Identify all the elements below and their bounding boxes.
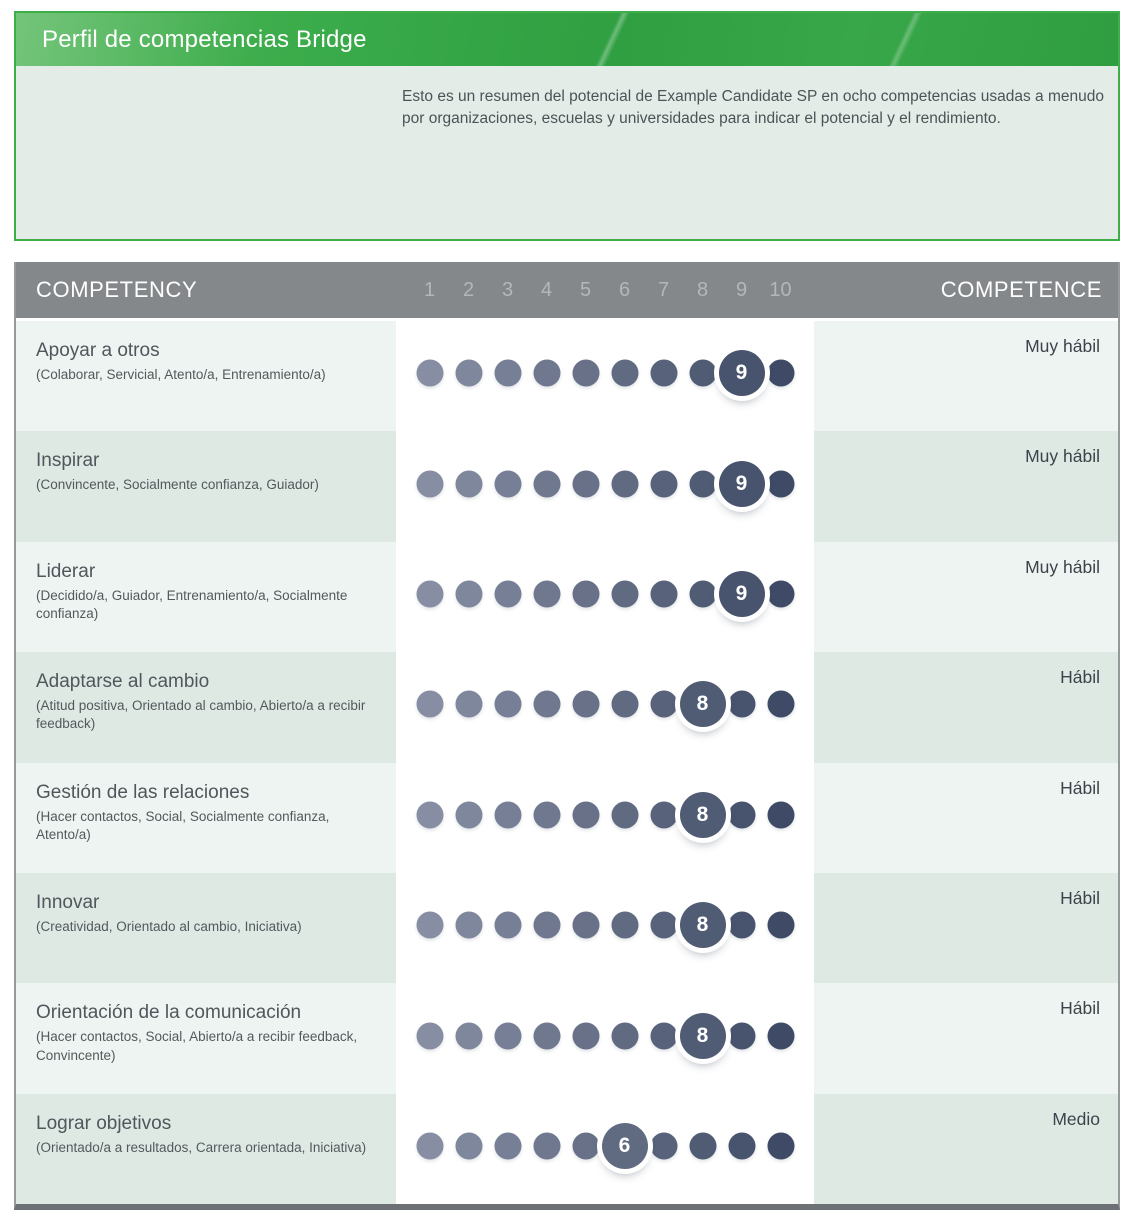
scale-number: 7 [657,278,670,301]
competence-level: Hábil [814,652,1118,762]
scale-number: 5 [579,278,592,301]
score-dot-slot [449,1094,488,1204]
score-dot-slot [566,983,605,1093]
competency-title: Inspirar [36,450,100,472]
score-dot-slot [683,873,722,983]
score-dot-slot [683,652,722,762]
score-dot [455,801,482,828]
score-dot [455,1022,482,1049]
competence-level: Hábil [814,983,1118,1093]
header-banner [16,13,1118,66]
score-dot-slot [410,652,449,762]
score-marker: 9 [719,350,765,396]
score-dot-slot [644,1094,683,1204]
score-dot-slot [683,983,722,1093]
score-dot [767,580,794,607]
score-dot-slot [644,431,683,541]
scale-number: 8 [696,278,709,301]
score-dot [767,801,794,828]
score-marker: 8 [680,902,726,948]
score-dot [572,470,599,497]
scale-number: 1 [423,278,436,301]
score-dot [689,360,716,387]
score-dot [572,912,599,939]
score-dot [767,691,794,718]
score-dot-slot [761,321,800,431]
score-dot [455,580,482,607]
score-dot-slot [605,542,644,652]
score-dot [572,580,599,607]
competence-level: Muy hábil [814,321,1118,431]
score-dot-slot [566,431,605,541]
score-marker: 8 [680,1013,726,1059]
scale-number: 4 [540,278,553,301]
competence-level: Hábil [814,763,1118,873]
score-dots [396,873,814,983]
score-dot-slot [410,321,449,431]
competency-row [16,321,1118,431]
score-dot-slot [644,542,683,652]
score-dot-slot [488,321,527,431]
score-dot-slot [566,1094,605,1204]
competency-row [16,873,1118,983]
score-dot-slot [605,431,644,541]
scale-number: 9 [735,278,748,301]
competency-title: Liderar [36,560,96,582]
score-dot [416,580,443,607]
score-dot [416,470,443,497]
intro-card [14,11,1120,241]
score-dot [650,1132,677,1159]
score-dot [416,360,443,387]
score-dot [494,1132,521,1159]
score-dot [455,912,482,939]
competency-title: Innovar [36,891,100,913]
score-dot [650,1022,677,1049]
score-dot-slot [527,431,566,541]
score-marker: 9 [719,461,765,507]
score-dot-slot [488,873,527,983]
competency-descriptors: (Convincente, Socialmente confianza, Guiador) [36,477,319,493]
score-dot-slot [488,983,527,1093]
score-dot-slot [410,763,449,873]
score-marker: 8 [680,792,726,838]
score-dot-slot [566,542,605,652]
table-header [16,262,1118,321]
score-dot [650,801,677,828]
score-dot [650,360,677,387]
competency-title: Apoyar a otros [36,340,160,361]
score-dot-slot [722,431,761,541]
competency-title: Gestión de las relaciones [36,781,250,803]
score-dot [533,360,560,387]
score-dot-slot [644,652,683,762]
score-dot [728,912,755,939]
score-dots [396,983,814,1093]
score-dot-slot [761,542,800,652]
score-dot [416,801,443,828]
score-dot-slot [761,1094,800,1204]
competency-row [16,542,1118,652]
competence-level: Medio [814,1094,1118,1204]
score-dot [650,470,677,497]
score-dot-slot [527,763,566,873]
score-marker: 9 [719,571,765,617]
score-dot-slot [644,763,683,873]
score-dot [728,1022,755,1049]
competency-row [16,652,1118,762]
header-scale [396,279,814,302]
score-dot-slot [761,763,800,873]
score-dot [689,470,716,497]
score-dot-slot [644,983,683,1093]
score-dot [494,1022,521,1049]
competency-title: Adaptarse al cambio [36,671,210,693]
scale-slots [396,279,814,302]
score-dot-slot [527,542,566,652]
score-dot-slot [527,1094,566,1204]
score-dot [572,360,599,387]
score-dot [611,360,638,387]
score-dot-slot [722,983,761,1093]
score-dot-slot [488,763,527,873]
score-dot-slot [449,763,488,873]
score-dot-slot [605,321,644,431]
score-dot-slot [410,431,449,541]
scale-number: 3 [501,278,514,301]
score-dots [396,763,814,873]
intro-text: Esto es un resumen del potencial de Example Candidate SP en ocho competencias usadas a menudo por organizaciones, escuelas y universidades para indicar el potencial y el rendimiento. [402,88,1104,127]
score-dot-slot [722,542,761,652]
score-dot [533,691,560,718]
score-dot [416,912,443,939]
score-dot [572,691,599,718]
score-dot [728,691,755,718]
competency-descriptors: (Colaborar, Servicial, Atento/a, Entrenamiento/a) [36,367,326,382]
score-dot-slot [761,652,800,762]
score-dot [416,1022,443,1049]
score-dot [533,1022,560,1049]
score-dot-slot [527,873,566,983]
competency-table [14,262,1120,1210]
score-dot [533,912,560,939]
competency-row [16,431,1118,541]
score-dot [455,1132,482,1159]
score-dot-slot [605,1094,644,1204]
score-dot-slot [488,1094,527,1204]
score-dot-slot [605,983,644,1093]
competence-level: Muy hábil [814,431,1118,541]
score-dot-slot [722,1094,761,1204]
score-dot [611,1022,638,1049]
score-dot-slot [644,321,683,431]
score-dot-slot [449,873,488,983]
page-title: Perfil de competencias Bridge [42,26,367,53]
score-dot-slot [761,431,800,541]
score-dot-slot [449,983,488,1093]
scale-number: 6 [618,278,631,301]
score-dot [728,1132,755,1159]
score-dot [611,580,638,607]
score-dot [767,1022,794,1049]
score-dot [455,360,482,387]
score-dot [767,360,794,387]
score-dot [572,1132,599,1159]
score-dot [650,580,677,607]
score-dot-slot [605,652,644,762]
score-dots [396,542,814,652]
competency-row [16,1094,1118,1204]
score-dot-slot [683,431,722,541]
score-dot [767,1132,794,1159]
score-dot-slot [449,431,488,541]
score-dot-slot [566,652,605,762]
score-dot-slot [449,652,488,762]
competency-descriptors: (Decidido/a, Guiador, Entrenamiento/a, Socialmente confianza) [36,587,348,621]
score-dot [494,470,521,497]
score-dot [728,801,755,828]
score-dot [611,470,638,497]
score-dot-slot [488,542,527,652]
score-dot [767,470,794,497]
header-competency-label: COMPETENCY [36,277,198,302]
score-dot-slot [566,873,605,983]
score-dot-slot [683,1094,722,1204]
competency-row [16,983,1118,1093]
score-dot [494,580,521,607]
score-marker: 8 [680,681,726,727]
scale-number: 10 [769,278,792,301]
competency-descriptors: (Creatividad, Orientado al cambio, Iniciativa) [36,918,302,934]
score-dot [767,912,794,939]
score-dot [611,691,638,718]
score-dot-slot [605,763,644,873]
competency-descriptors: (Orientado/a a resultados, Carrera orientada, Iniciativa) [36,1139,367,1155]
score-dot-slot [761,983,800,1093]
score-dot-slot [566,763,605,873]
score-dots [396,1094,814,1204]
score-dot-slot [410,873,449,983]
score-dot [650,912,677,939]
score-dot-slot [605,873,644,983]
score-dot-slot [683,763,722,873]
score-dot [572,801,599,828]
score-dot [689,580,716,607]
score-dot [533,1132,560,1159]
score-dot-slot [761,873,800,983]
scale-number: 2 [462,278,475,301]
header-competence-label: COMPETENCE [940,277,1102,302]
score-dot-slot [449,321,488,431]
score-marker: 6 [602,1123,648,1169]
competency-descriptors: (Atitud positiva, Orientado al cambio, Abierto/a a recibir feedback) [36,698,366,732]
score-dot [494,360,521,387]
score-dots [396,652,814,762]
score-dot-slot [410,983,449,1093]
score-dot-slot [527,321,566,431]
score-dot-slot [410,1094,449,1204]
score-dot [611,801,638,828]
score-dot-slot [683,542,722,652]
score-dot [611,912,638,939]
score-dot [533,801,560,828]
score-dot-slot [449,542,488,652]
score-dot [533,470,560,497]
score-dot-slot [410,542,449,652]
score-dot-slot [722,873,761,983]
score-dot [689,1132,716,1159]
score-dot [455,470,482,497]
competence-level: Hábil [814,873,1118,983]
score-dot-slot [722,763,761,873]
score-dots [396,431,814,541]
intro-body [16,66,1118,130]
score-dot-slot [722,652,761,762]
score-dot-slot [566,321,605,431]
competency-title: Orientación de la comunicación [36,1002,302,1024]
competency-title: Lograr objetivos [36,1112,172,1134]
competence-level: Muy hábil [814,542,1118,652]
competency-descriptors: (Hacer contactos, Social, Abierto/a a recibir feedback, Convincente) [36,1029,358,1063]
score-dot-slot [722,321,761,431]
score-dot [494,691,521,718]
score-dots [396,321,814,431]
score-dot [416,691,443,718]
competency-row [16,763,1118,873]
score-dot [416,1132,443,1159]
score-dot [494,912,521,939]
score-dot-slot [488,431,527,541]
score-dot-slot [527,652,566,762]
score-dot [494,801,521,828]
score-dot-slot [644,873,683,983]
competency-descriptors: (Hacer contactos, Social, Socialmente confianza, Atento/a) [36,808,330,842]
score-dot [650,691,677,718]
score-dot [572,1022,599,1049]
score-dot-slot [683,321,722,431]
score-dot [533,580,560,607]
score-dot-slot [527,983,566,1093]
score-dot-slot [488,652,527,762]
score-dot [455,691,482,718]
